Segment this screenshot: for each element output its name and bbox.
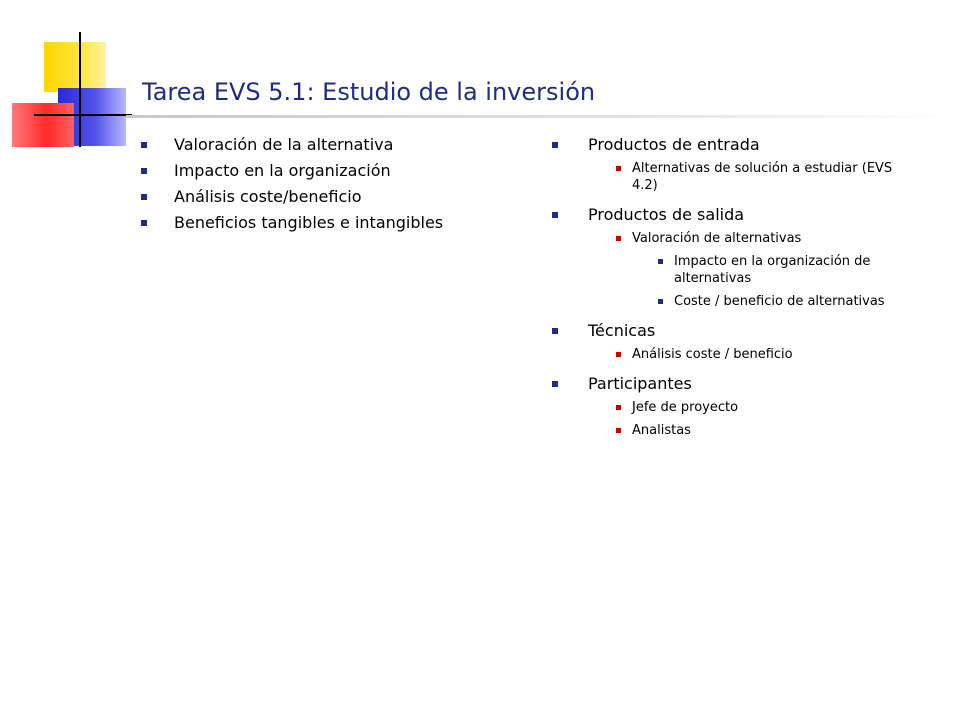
- bullet-icon: [141, 142, 147, 148]
- bullet-icon: [616, 428, 621, 433]
- sub-sub-list-item-text: Impacto en la organización de alternativas: [674, 254, 871, 286]
- sub-list-item: [588, 230, 922, 247]
- sub-list-item-text: Análisis coste / beneficio: [632, 347, 793, 362]
- list-item: [138, 188, 498, 206]
- slide-title: Tarea EVS 5.1: Estudio de la inversión: [142, 78, 596, 106]
- sub-list-item-text: Alternativas de solución a estudiar (EVS 4.2): [632, 161, 893, 193]
- vertical-line-decoration: [79, 32, 81, 147]
- list-item: [138, 136, 498, 154]
- bullet-icon: [616, 166, 621, 171]
- bullet-icon: [141, 220, 147, 226]
- red-square-decoration: [12, 103, 74, 147]
- list-item-text: Productos de entrada: [588, 135, 760, 154]
- right-column: [552, 136, 922, 451]
- sub-sub-list: [588, 253, 922, 310]
- sub-list-item: [588, 346, 922, 363]
- sub-list-item: [588, 399, 922, 416]
- bullet-icon: [616, 352, 621, 357]
- bullet-icon: [658, 299, 663, 304]
- bullet-icon: [552, 328, 558, 334]
- right-bullet-list: [552, 136, 922, 439]
- bullet-icon: [141, 168, 147, 174]
- sub-list: [588, 399, 922, 439]
- sub-sub-list-item: [630, 293, 922, 310]
- list-item-productos-entrada: [552, 136, 922, 194]
- sub-list-item: [588, 160, 922, 194]
- list-item-text: Beneficios tangibles e intangibles: [174, 213, 444, 232]
- list-item-text: Productos de salida: [588, 205, 745, 224]
- sub-list-item-text: Jefe de proyecto: [632, 400, 739, 415]
- bullet-icon: [658, 259, 663, 264]
- list-item: [138, 162, 498, 180]
- bullet-icon: [552, 142, 558, 148]
- sub-list-item-text: Analistas: [632, 423, 691, 438]
- list-item-tecnicas: [552, 322, 922, 363]
- bullet-icon: [141, 194, 147, 200]
- bullet-icon: [552, 212, 558, 218]
- bullet-icon: [616, 236, 621, 241]
- bullet-icon: [616, 405, 621, 410]
- list-item-text: Participantes: [588, 374, 692, 393]
- bullet-icon: [552, 381, 558, 387]
- sub-sub-list-item: [630, 253, 922, 287]
- sub-sub-list-item-text: Coste / beneficio de alternativas: [674, 294, 885, 309]
- sub-list: [588, 230, 922, 247]
- sub-list: [588, 346, 922, 363]
- left-bullet-list: [138, 136, 498, 232]
- title-underline: [126, 115, 960, 118]
- list-item: [138, 214, 498, 232]
- left-column: [138, 136, 498, 240]
- list-item-text: Técnicas: [588, 321, 656, 340]
- horizontal-line-decoration: [34, 114, 132, 116]
- sub-list-item: [588, 422, 922, 439]
- list-item-text: Valoración de la alternativa: [174, 135, 394, 154]
- sub-list-item-text: Valoración de alternativas: [632, 231, 802, 246]
- yellow-square-decoration: [44, 42, 106, 92]
- sub-list: [588, 160, 922, 194]
- list-item-productos-salida: [552, 206, 922, 310]
- list-item-text: Análisis coste/beneficio: [174, 187, 362, 206]
- list-item-participantes: [552, 375, 922, 439]
- list-item-text: Impacto en la organización: [174, 161, 391, 180]
